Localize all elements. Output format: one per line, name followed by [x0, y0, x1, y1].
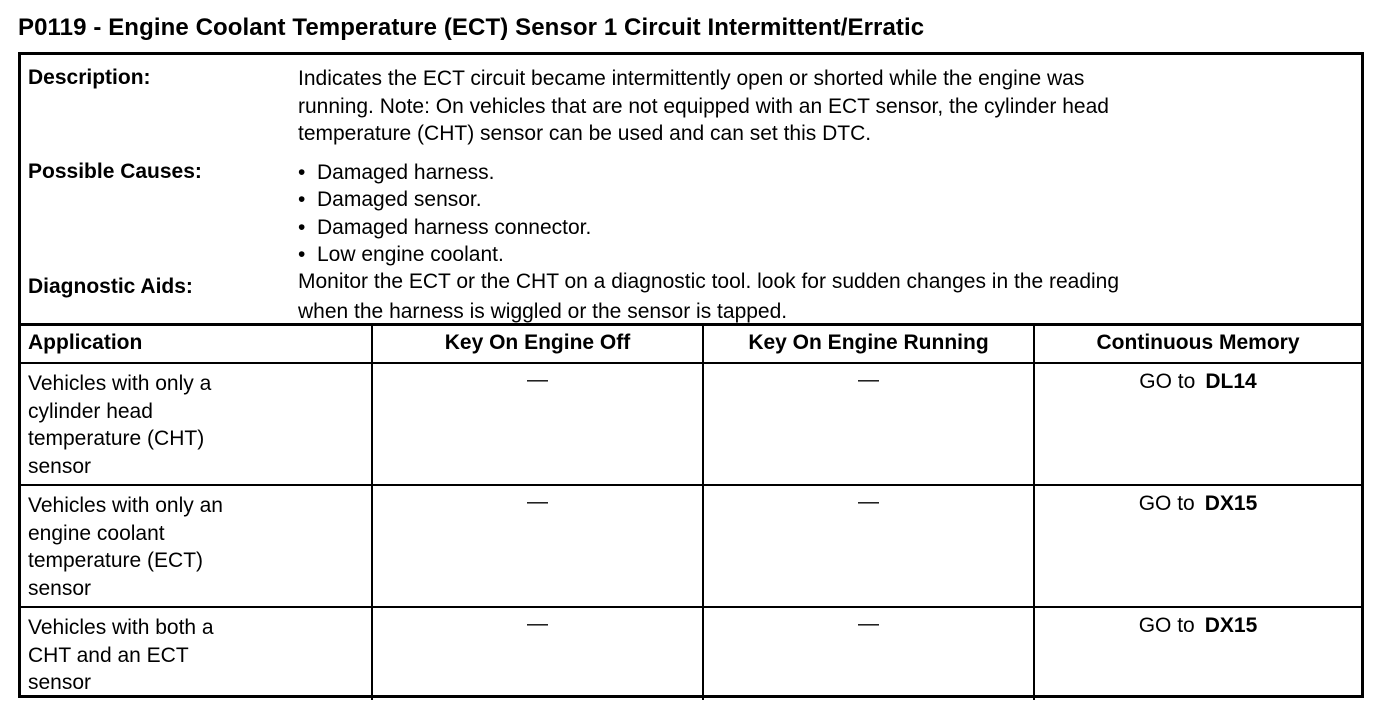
diagnostic-aids-text [298, 267, 1119, 327]
koeo-cell: — [372, 485, 703, 607]
application-line: temperature (ECT) [28, 549, 204, 572]
list-item: • Low engine coolant. [298, 241, 591, 268]
goto-code: DX15 [1204, 614, 1258, 637]
list-item: • Damaged sensor. [298, 186, 591, 213]
goto-code: DL14 [1205, 370, 1257, 393]
application-cell [21, 363, 372, 485]
application-line: cylinder head [28, 399, 153, 423]
goto-text: GO to [1138, 492, 1195, 515]
page-title: P0119 - Engine Coolant Temperature (ECT) Sensor 1 Circuit Intermittent/Erratic [18, 14, 925, 41]
application-line: sensor [28, 671, 92, 694]
possible-causes-label: Possible Causes: [28, 160, 202, 183]
application-line: sensor [28, 576, 92, 600]
description-line: temperature (CHT) sensor can be used and can set this DTC. [298, 122, 872, 145]
application-line: Vehicles with only an [28, 494, 223, 517]
diagnostic-aids-label: Diagnostic Aids: [28, 275, 193, 298]
application-line: engine coolant [28, 521, 165, 545]
diagnostic-aids-line: Monitor the ECT or the CHT on a diagnostic tool. look for sudden changes in the reading [298, 270, 1120, 293]
description-line: running. Note: On vehicles that are not equipped with an ECT sensor, the cylinder head [298, 94, 1109, 118]
list-item: • Damaged harness. [298, 159, 591, 186]
goto-text: GO to [1138, 614, 1195, 637]
koer-cell: — [703, 363, 1034, 485]
possible-causes-list [298, 159, 591, 268]
application-cell [21, 485, 372, 607]
application-table [21, 323, 1361, 700]
memory-cell [1034, 607, 1361, 700]
dtc-table [18, 52, 1364, 698]
goto-code: DX15 [1204, 492, 1258, 515]
application-line: sensor [28, 454, 92, 478]
goto-text: GO to [1139, 370, 1196, 393]
application-line: Vehicles with both a [28, 616, 214, 639]
table-row [21, 485, 1361, 607]
info-section [21, 55, 1361, 326]
header-koeo: Key On Engine Off [372, 323, 703, 363]
koer-cell: — [703, 607, 1034, 700]
table-header-row [21, 323, 1361, 363]
memory-cell [1034, 485, 1361, 607]
header-continuous-memory: Continuous Memory [1034, 323, 1361, 363]
koeo-cell: — [372, 363, 703, 485]
description-line: Indicates the ECT circuit became intermittently open or shorted while the engine was [298, 67, 1085, 90]
application-line: temperature (CHT) [28, 427, 205, 450]
memory-cell [1034, 363, 1361, 485]
header-koer: Key On Engine Running [703, 323, 1034, 363]
koeo-cell: — [372, 607, 703, 700]
diagnostic-aids-line: when the harness is wiggled or the sensor is tapped. [298, 300, 788, 323]
application-line: Vehicles with only a [28, 372, 212, 395]
list-item: • Damaged harness connector. [298, 214, 591, 241]
header-application: Application [21, 323, 372, 363]
description-label: Description: [28, 66, 151, 89]
table-row [21, 607, 1361, 700]
application-line: CHT and an ECT [28, 643, 189, 667]
application-cell [21, 607, 372, 700]
description-text [298, 65, 1109, 148]
table-row [21, 363, 1361, 485]
koer-cell: — [703, 485, 1034, 607]
